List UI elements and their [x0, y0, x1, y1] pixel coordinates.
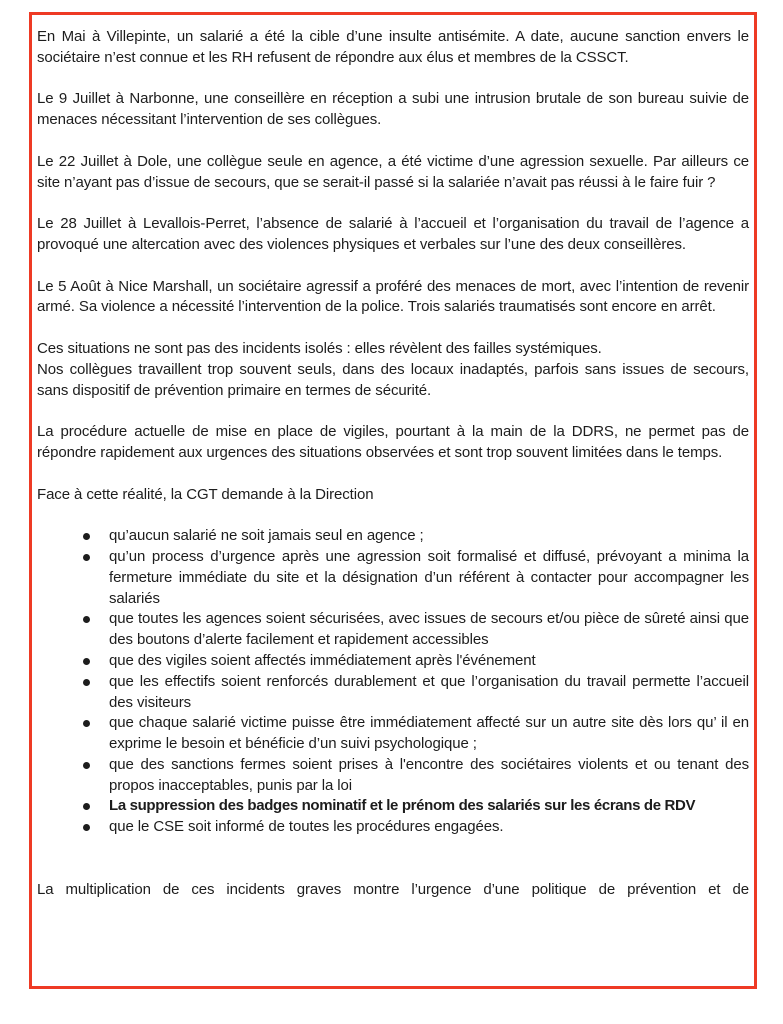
paragraph-procedure-vigiles: La procédure actuelle de mise en place de vigiles, pourtant à la main de la DDRS, ne permet pas de répondre rapidement aux urgences des situations observées et sont trop souvent limitées dans le temps. — [37, 423, 749, 461]
demand-text: qu’aucun salarié ne soit jamais seul en agence ; — [109, 527, 424, 545]
demand-item-jamais-seul — [109, 526, 749, 547]
demand-item-effectifs-renforces — [109, 672, 749, 714]
demand-text: que le CSE soit informé de toutes les procédures engagées. — [109, 818, 504, 836]
demand-item-vigiles-affectes — [109, 651, 749, 672]
demand-text: que chaque salarié victime puisse être immédiatement affecté sur un autre site dès lors qu’ il en exprime le besoin et bénéficie d’un suivi psychologique ; — [109, 714, 749, 753]
document-border-frame — [29, 12, 757, 989]
demand-item-affectation-suivi — [109, 713, 749, 755]
paragraph-incident-dole: Le 22 Juillet à Dole, une collègue seule en agence, a été victime d’une agression sexuelle. Par ailleurs ce site n’ayant pas d’issue de secours, que se serait-il passé si la salariée n’avait pas réussi à le faire fuir ? — [37, 152, 749, 191]
bullet-icon — [83, 616, 90, 623]
paragraph-cgt-demande-intro: Face à cette réalité, la CGT demande à la Direction — [37, 485, 374, 503]
paragraph-incident-levallois: Le 28 Juillet à Levallois-Perret, l’absence de salarié à l’accueil et l’organisation du travail de l’agence a provoqué une altercation avec des violences physiques et verbales sur l’une des deux conseillères. — [37, 215, 749, 253]
document-body — [37, 27, 749, 900]
paragraph-failles-systemiques: Ces situations ne sont pas des incidents isolés : elles révèlent des failles systémiques. — [37, 339, 602, 357]
demand-item-suppression-badges — [109, 796, 749, 817]
paragraph-closing-truncated: La multiplication de ces incidents graves montre l’urgence d’une politique de prévention et de — [37, 880, 749, 898]
demand-item-sanctions-fermes — [109, 755, 749, 797]
paragraph-incident-narbonne: Le 9 Juillet à Narbonne, une conseillère en réception a subi une intrusion brutale de son bureau suivie de menaces nécessitant l’intervention de ses collègues. — [37, 90, 749, 129]
demand-text: qu’un process d’urgence après une agression soit formalisé et diffusé, prévoyant a minima la fermeture immédiate du site et la désignation d’un référent à contacter pour accompagner les salariés — [109, 547, 749, 607]
bullet-icon — [83, 679, 90, 686]
bullet-icon — [83, 554, 90, 561]
bullet-icon — [83, 720, 90, 727]
paragraph-incident-villepinte: En Mai à Villepinte, un salarié a été la cible d’une insulte antisémite. A date, aucune sanction envers le sociétaire n’est connue et les RH refusent de répondre aux élus et membres de la CSSCT. — [37, 28, 749, 66]
paragraph-incident-nice: Le 5 Août à Nice Marshall, un sociétaire agressif a proféré des menaces de mort, avec l’intention de revenir armé. Sa violence a nécessité l’intervention de la police. Trois salariés traumatisés sont encore en arrêt. — [37, 277, 749, 316]
demands-list — [37, 526, 749, 838]
demand-text: que des sanctions fermes soient prises à l'encontre des sociétaires violents et ou tenant des propos inacceptables, punis par la loi — [109, 755, 749, 794]
bullet-icon — [83, 762, 90, 769]
bullet-icon — [83, 658, 90, 665]
demand-item-process-urgence — [109, 547, 749, 609]
demand-item-agences-securisees — [109, 609, 749, 651]
demand-text: que des vigiles soient affectés immédiatement après l'événement — [109, 651, 536, 669]
demand-item-cse-informe — [109, 817, 749, 838]
demand-text: La suppression des badges nominatif et le prénom des salariés sur les écrans de RDV — [109, 797, 696, 815]
bullet-icon — [83, 533, 90, 540]
paragraph-collegues-seuls: Nos collègues travaillent trop souvent seuls, dans des locaux inadaptés, parfois sans issues de secours, sans dispositif de prévention primaire en termes de sécurité. — [37, 360, 749, 399]
demand-text: que les effectifs soient renforcés durablement et que l’organisation du travail permette l’accueil des visiteurs — [109, 672, 749, 711]
bullet-icon — [83, 824, 90, 831]
demand-text: que toutes les agences soient sécurisées, avec issues de secours et/ou pièce de sûreté ainsi que des boutons d’alerte facilement et rapidement accessibles — [109, 610, 749, 649]
bullet-icon — [83, 803, 90, 810]
